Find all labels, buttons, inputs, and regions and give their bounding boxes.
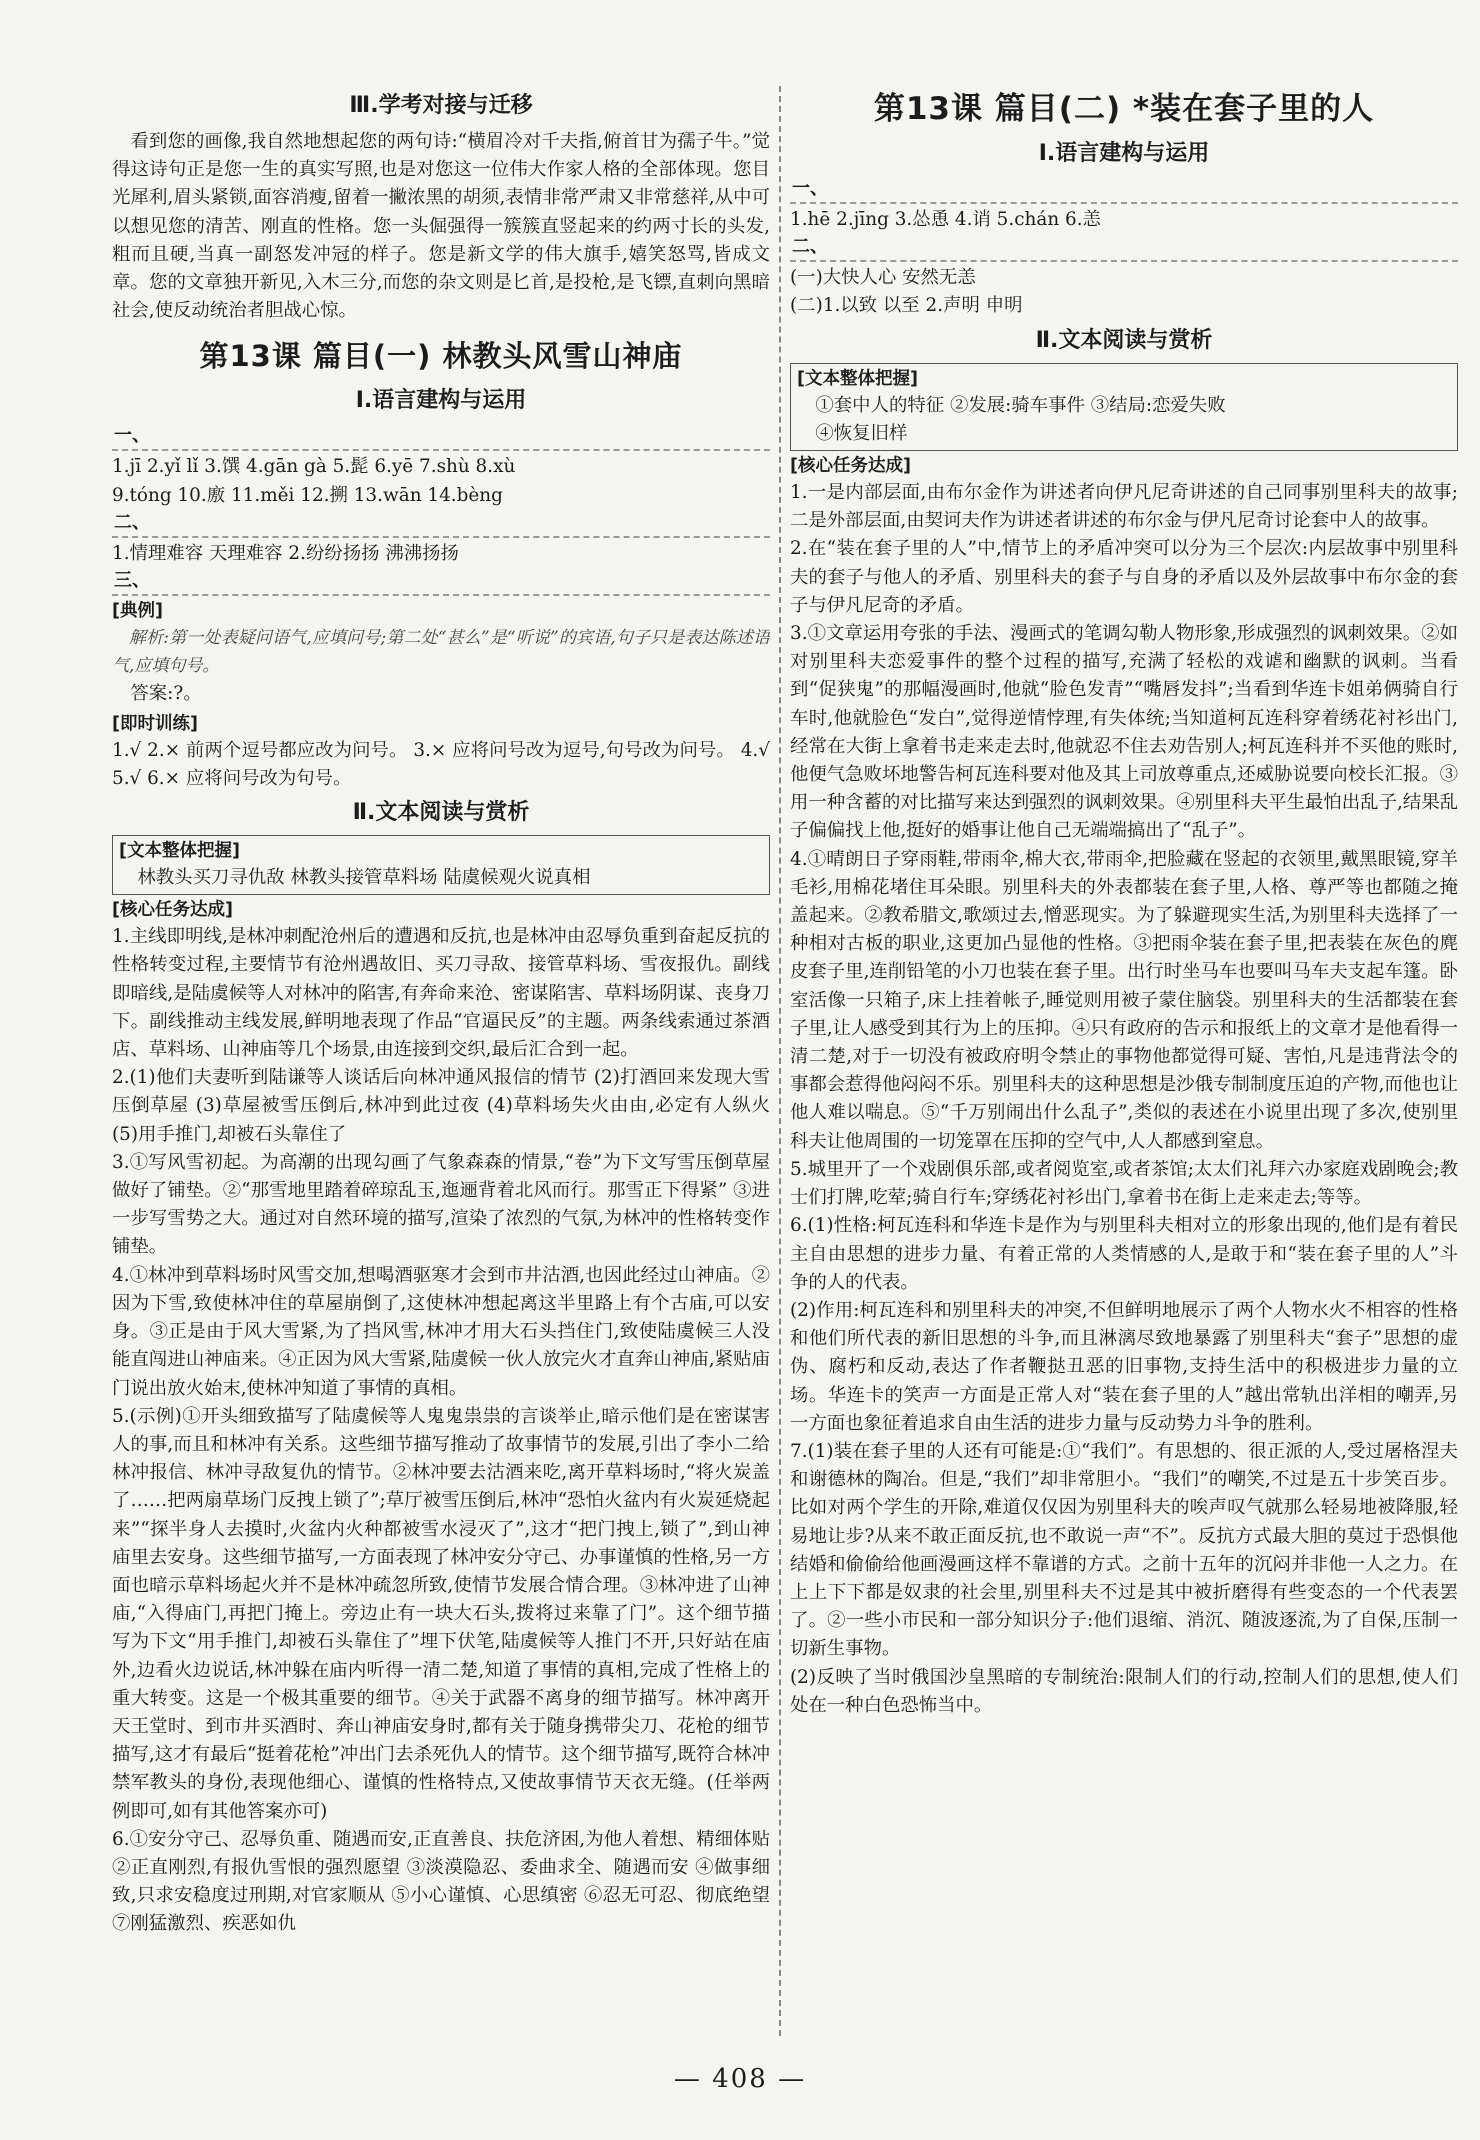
- question-label-1: 一、: [112, 423, 770, 451]
- lesson-title-right: 第13课 篇目(二) *装在套子里的人: [873, 91, 1375, 127]
- section-title-reading: Ⅱ.文本阅读与赏析: [352, 800, 530, 826]
- core-answer-4: 4.①林冲到草料场时风雪交加,想喝酒驱寒才会到市井沽酒,也因此经过山神庙。②因为下雪,致使林冲住的草屋崩倒了,这使林冲想起离这半里路上有个古庙,可以安身。③正是由于风大雪紧,为了挡风雪,林冲才用大石头挡住门,致使陆虞候三人没能直闯进山神庙来。④正因为风大雪紧,陆虞候一伙人放完火才直奔山神庙,紧贴庙门说出放火始末,使林冲知道了事情的真相。: [112, 1264, 770, 1399]
- lesson-title-left: 第13课 篇目(一) 林教头风雪山神庙: [199, 339, 683, 374]
- page-number: — 408 —: [673, 2064, 807, 2094]
- core-answer-3: 3.①文章运用夸张的手法、漫画式的笔调勾勒人物形象,形成强烈的讽刺效果。②如对别里科夫恋爱事件的整个过程的描写,充满了轻松的戏谑和幽默的讽刺。当看到“促狭鬼”的那幅漫画时,他就“脸色发青”“嘴唇发抖”;当看到华连卡姐弟俩骑自行车时,他就脸色“发白”,觉得逆情悖理,有失体统;当知道柯瓦连科穿着绣花衬衫出门,经常在大街上拿着书走来走去时,他就忍不住去劝告别人;柯瓦连科并不买他的账时,他便气急败坏地警告柯瓦连科要对他及其上司放尊重点,还威胁说要向校长汇报。③用一种含蓄的对比描写来达到强烈的讽刺效果。④别里科夫平生最怕出乱子,结果乱子偏偏找上他,挺好的婚事让他自己无端端搞出了“乱子”。: [790, 623, 1458, 842]
- answer-line: 1.情理难容 天理难容 2.纷纷扬扬 沸沸扬扬: [112, 542, 459, 564]
- question-label-2: 二、: [112, 510, 770, 538]
- core-answer-1: 1.一是内部层面,由布尔金作为讲述者向伊凡尼奇讲述的自己同事别里科夫的故事;二是外部层面,由契诃夫作为讲述者讲述的布尔金与伊凡尼奇讨论套中人的故事。: [790, 482, 1458, 532]
- core-answer-7-2: (2)反映了当时俄国沙皇黑暗的专制统治:限制人们的行动,控制人们的思想,使人们处在一种白色恐怖当中。: [790, 1666, 1458, 1716]
- overall-tag: [文本整体把握]: [797, 368, 918, 389]
- core-answer-6-2: (2)作用:柯瓦连科和别里科夫的冲突,不但鲜明地展示了两个人物水火不相容的性格和他们所代表的新旧思想的斗争,而且淋漓尽致地暴露了别里科夫“套子”思想的虚伪、腐朽和反动,表达了作者鞭挞丑恶的旧事物,支持生活中的积极进步力量的立场。华连卡的笑声一方面是正常人对“装在套子里的人”越出常轨出洋相的嘲弄,另一方面也象征着追求自由生活的进步力量与反动势力斗争的胜利。: [790, 1299, 1458, 1434]
- overall-text: 林教头买刀寻仇敌 林教头接管草料场 陆虞候观火说真相: [137, 867, 591, 889]
- core-answer-1: 1.主线即明线,是林冲刺配沧州后的遭遇和反抗,也是林冲由忍辱负重到奋起反抗的性格转变过程,主要情节有沧州遇故旧、买刀寻敌、接管草料场、雪夜报仇。副线即暗线,是陆虞候等人对林冲的陷害,有奔命来沧、密谋陷害、草料场阴谋、丧身刀下。副线推动主线发展,鲜明地表现了作品“官逼民反”的主题。两条线索通过茶酒店、草料场、山神庙等几个场景,由连接到交织,最后汇合到一起。: [112, 926, 770, 1061]
- overall-line: ①套中人的特征 ②发展:骑车事件 ③结局:恋爱失败: [815, 394, 1226, 416]
- question-label-2: 二、: [790, 234, 1458, 262]
- core-tag: [核心任务达成]: [790, 456, 911, 477]
- answer-line: (二)1.以致 以至 2.声明 申明: [790, 295, 1023, 317]
- example-tag: [典例]: [112, 601, 163, 622]
- question-label-3: 三、: [112, 568, 770, 596]
- question-label-1: 一、: [790, 176, 1458, 204]
- core-answer-6: 6.①安分守己、忍辱负重、随遇而安,正直善良、扶危济困,为他人着想、精细体贴 ②正直刚烈,有报仇雪恨的强烈愿望 ③淡漠隐忍、委曲求全、随遇而安 ④做事细致,只求安稳度过刑期,对官家顺从 ⑤小心谨慎、心思缜密 ⑥忍无可忍、彻底绝望 ⑦刚猛激烈、疾恶如仇: [112, 1828, 770, 1935]
- drill-text: 1.√ 2.× 前两个逗号都应改为问号。 3.× 应将问号改为逗号,句号改为问号。 4.√ 5.√ 6.× 应将问号改为句号。: [112, 739, 770, 789]
- overall-box: [112, 835, 770, 895]
- core-answer-5: 5.(示例)①开头细致描写了陆虞候等人鬼鬼祟祟的言谈举止,暗示他们是在密谋害人的事,而且和林冲有关系。这些细节描写推动了故事情节的发展,引出了李小二给林冲报信、林冲寻敌复仇的情节。②林冲要去沽酒来吃,离开草料场时,“将火炭盖了……把两扇草场门反拽上锁了”;草厅被雪压倒后,林冲“恐怕火盆内有火炭延烧起来”“探半身人去摸时,火盆内火种都被雪水浸灭了”,这才“把门拽上,锁了”,到山神庙里去安身。这些细节描写,一方面表现了林冲安分守己、办事谨慎的性格,另一方面也暗示草料场起火并不是林冲疏忽所致,使情节发展合情合理。③林冲进了山神庙,“入得庙门,再把门掩上。旁边止有一块大石头,拨将过来靠了门”。这个细节描写为下文“用手推门,却被石头靠住了”埋下伏笔,陆虞候等人推门不开,只好站在庙外,边看火边说话,林冲躲在庙内听得一清二楚,知道了事情的真相,完成了性格上的重大转变。这是一个极其重要的细节。④关于武器不离身的细节描写。林冲离开天王堂时、到市井买酒时、奔山神庙安身时,都有关于随身携带尖刀、花枪的细节描写,这才有最后“挺着花枪”冲出门去杀死仇人的情节。这个细节描写,既符合林冲禁军教头的身份,表现他细心、谨慎的性格特点,又使故事情节天衣无缝。(任举两例即可,如有其他答案亦可): [112, 1405, 770, 1822]
- core-tag: [核心任务达成]: [112, 900, 233, 921]
- core-answer-2: 2.(1)他们夫妻听到陆谦等人谈话后向林冲通风报信的情节 (2)打酒回来发现大雪压倒草屋 (3)草屋被雪压倒后,林冲到此过夜 (4)草料场失火由由,必定有人纵火 (5)用手推门,却被石头靠住了: [112, 1067, 770, 1145]
- column-divider: [779, 86, 781, 2036]
- transfer-text: 看到您的画像,我自然地想起您的两句诗:“横眉冷对千夫指,俯首甘为孺子牛。”觉得这诗句正是您一生的真实写照,也是对您这一位伟大作家人格的全部体现。您目光犀利,眉头紧锁,面容消瘦,留着一撇浓黑的胡须,表情非常严肃又非常慈祥,从中可以想见您的清苦、刚直的性格。您一头倔强得一簇簇直竖起来的约两寸长的头发,粗而且硬,当真一副怒发冲冠的样子。您是新文学的伟大旗手,嬉笑怒骂,皆成文章。您的文章独开新见,入木三分,而您的杂文则是匕首,是投枪,是飞镖,直刺向黑暗社会,使反动统治者胆战心惊。: [112, 131, 770, 322]
- drill-tag: [即时训练]: [112, 713, 198, 734]
- section-title-transfer: Ⅲ.学考对接与迁移: [349, 93, 533, 118]
- answer-line: 9.tóng 10.廒 11.měi 12.搠 13.wān 14.bèng: [112, 484, 503, 506]
- answer-line: (一)大快人心 安然无恙: [790, 267, 976, 289]
- example-answer: 答案:?。: [130, 683, 202, 705]
- core-answer-4: 4.①晴朗日子穿雨鞋,带雨伞,棉大衣,带雨伞,把脸藏在竖起的衣领里,戴黑眼镜,穿羊毛衫,用棉花堵住耳朵眼。别里科夫的外表都装在套子里,人格、尊严等也都随之掩盖起来。②教希腊文,歌颂过去,憎恶现实。为了躲避现实生活,为别里科夫选择了一种相对古板的职业,这更加凸显他的性格。③把雨伞装在套子里,把表装在灰色的麂皮套子里,连削铅笔的小刀也装在套子里。出行时坐马车也要叫马车夫支起车篷。卧室活像一只箱子,床上挂着帐子,睡觉则用被子蒙住脑袋。别里科夫的生活都装在套子里,让人感受到其行为上的压抑。④只有政府的告示和报纸上的文章才是他看得一清二楚,对于一切没有被政府明令禁止的事物他都觉得可疑、害怕,凡是违背法令的事都会惹得他闷闷不乐。别里科夫的这种思想是沙俄专制制度压迫的产物,而他也让他人难以喘息。⑤“千万别闹出什么乱子”,类似的表述在小说里出现了多次,使别里科夫让他周围的一切笼罩在压抑的空气中,人人都感到窒息。: [790, 848, 1458, 1152]
- example-text: 解析:第一处表疑问语气,应填问号;第二处“甚么”是“听说”的宾语,句子只是表达陈述语气,应填句号。: [112, 628, 770, 677]
- overall-box: [790, 363, 1458, 451]
- answer-line: 1.hē 2.jīng 3.怂恿 4.诮 5.chán 6.恙: [790, 209, 1101, 230]
- core-answer-6-1: 6.(1)性格:柯瓦连科和华连卡是作为与别里科夫相对立的形象出现的,他们是有着民主自由思想的进步力量、有着正常的人类情感的人,是敢于和“装在套子里的人”斗争的人的代表。: [790, 1215, 1458, 1293]
- core-answer-5: 5.城里开了一个戏剧俱乐部,或者阅览室,或者茶馆;太太们礼拜六办家庭戏剧晚会;教士们打牌,吃荤;骑自行车;穿绣花衬衫出门,拿着书在街上走来走去;等等。: [790, 1158, 1458, 1209]
- right-column: [790, 86, 1458, 2036]
- core-answer-7-1: 7.(1)装在套子里的人还有可能是:①“我们”。有思想的、很正派的人,受过屠格涅夫和谢德林的陶冶。但是,“我们”却非常胆小。“我们”的嘲笑,不过是五十步笑百步。比如对两个学生的开除,难道仅仅因为别里科夫的唉声叹气就那么轻易地被降服,轻易地让步?从来不敢正面反抗,也不敢说一声“不”。反抗方式最大胆的莫过于恐惧他结婚和偷偷给他画漫画这样不靠谱的方式。之前十五年的沉闷并非他一人之力。在上上下下都是奴隶的社会里,别里科夫不过是其中被折磨得有些变态的一个代表罢了。②一些小市民和一部分知识分子:他们退缩、消沉、随波逐流,为了自保,压制一切新生事物。: [790, 1440, 1458, 1660]
- core-answer-2: 2.在“装在套子里的人”中,情节上的矛盾冲突可以分为三个层次:内层故事中别里科夫的套子与他人的矛盾、别里科夫的套子与自身的矛盾以及外层故事中布尔金的套子与伊凡尼奇的矛盾。: [790, 538, 1458, 616]
- section-title-language: Ⅰ.语言建构与运用: [1038, 141, 1210, 166]
- overall-tag: [文本整体把握]: [119, 841, 240, 862]
- section-title-language: Ⅰ.语言建构与运用: [355, 388, 527, 414]
- left-column: [112, 86, 770, 2036]
- overall-line: ④恢复旧样: [815, 422, 908, 444]
- answer-line: 1.jī 2.yǐ lǐ 3.馔 4.gān gà 5.髭 6.yē 7.shù 8.xù: [112, 456, 516, 478]
- section-title-reading: Ⅱ.文本阅读与赏析: [1035, 327, 1213, 353]
- core-answer-3: 3.①写风雪初起。为高潮的出现勾画了气象森森的情景,“卷”为下文写雪压倒草屋做好了铺垫。②“那雪地里踏着碎琼乱玉,迤逦背着北风而行。那雪正下得紧” ③进一步写雪势之大。通过对自然环境的描写,渲染了浓烈的气氛,为林冲的性格转变作铺垫。: [112, 1151, 770, 1258]
